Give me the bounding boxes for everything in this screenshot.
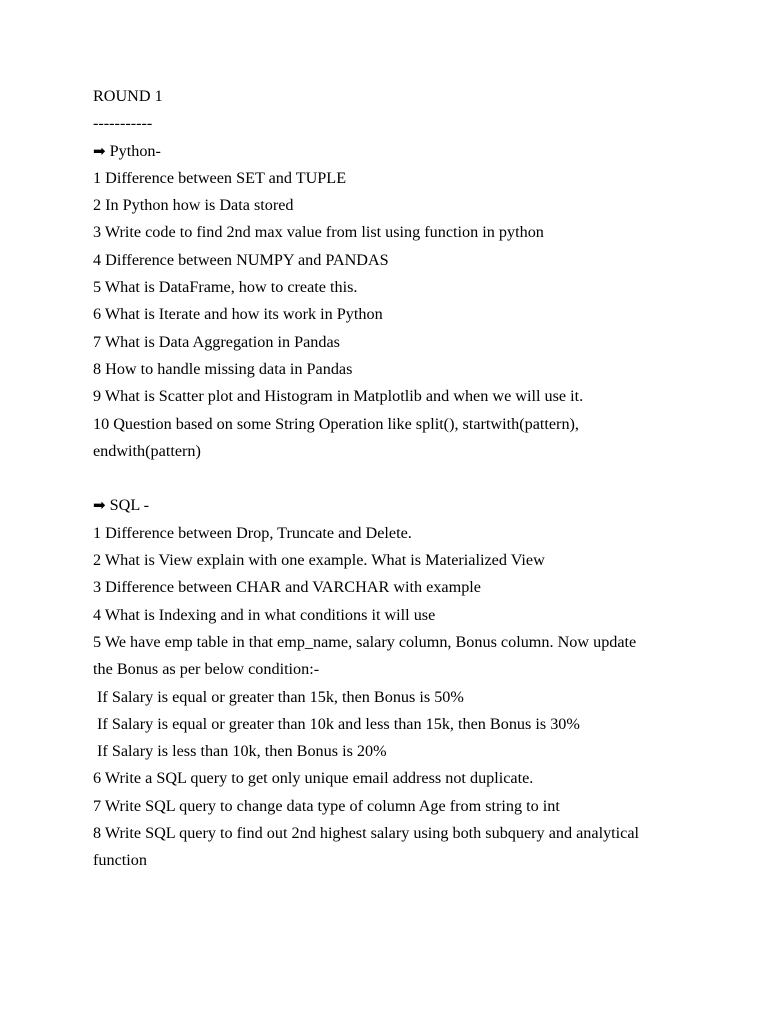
sql-condition: If Salary is equal or greater than 10k and less than 15k, then Bonus is 30%: [93, 714, 580, 733]
sql-question: 7 Write SQL query to change data type of column Age from string to int: [93, 796, 560, 815]
sql-question: 6 Write a SQL query to get only unique email address not duplicate.: [93, 769, 534, 788]
round-heading: ROUND 1: [93, 87, 163, 105]
python-title-text: Python-: [105, 141, 161, 160]
sql-question: 2 What is View explain with one example. What is Materialized View: [93, 551, 545, 570]
sql-question: 4 What is Indexing and in what conditions it will use: [93, 605, 436, 624]
sql-condition: If Salary is equal or greater than 15k, then Bonus is 50%: [93, 687, 464, 706]
python-question: 4 Difference between NUMPY and PANDAS: [93, 250, 389, 269]
section-spacer: [93, 465, 673, 492]
sql-title-text: SQL -: [105, 496, 150, 515]
right-arrow-icon: ➡: [93, 496, 106, 515]
python-question-continuation: endwith(pattern): [93, 441, 201, 460]
sql-question-continuation: the Bonus as per below condition:-: [93, 660, 320, 679]
sql-question: 3 Difference between CHAR and VARCHAR with example: [93, 578, 481, 597]
python-question: 1 Difference between SET and TUPLE: [93, 168, 347, 187]
python-question: 3 Write code to find 2nd max value from list using function in python: [93, 223, 544, 242]
heading-rule: -----------: [93, 114, 153, 133]
right-arrow-icon: ➡: [93, 141, 106, 160]
python-question: 5 What is DataFrame, how to create this.: [93, 278, 358, 297]
python-question: 6 What is Iterate and how its work in Python: [93, 305, 383, 324]
sql-section-title: [93, 492, 673, 519]
python-question: 2 In Python how is Data stored: [93, 196, 294, 215]
sql-question: 5 We have emp table in that emp_name, salary column, Bonus column. Now update: [93, 632, 637, 651]
sql-question: 1 Difference between Drop, Truncate and Delete.: [93, 523, 412, 542]
python-question: 9 What is Scatter plot and Histogram in Matplotlib and when we will use it.: [93, 387, 584, 406]
python-section-title: [93, 138, 673, 165]
sql-question: 8 Write SQL query to find out 2nd highest salary using both subquery and analytical: [93, 824, 640, 843]
python-question: 7 What is Data Aggregation in Pandas: [93, 332, 340, 351]
python-question: 10 Question based on some String Operation like split(), startwith(pattern),: [93, 414, 579, 433]
python-question: 8 How to handle missing data in Pandas: [93, 359, 353, 378]
sql-condition: If Salary is less than 10k, then Bonus is 20%: [93, 742, 387, 761]
document-page: [93, 83, 673, 875]
sql-question-continuation: function: [93, 851, 147, 870]
